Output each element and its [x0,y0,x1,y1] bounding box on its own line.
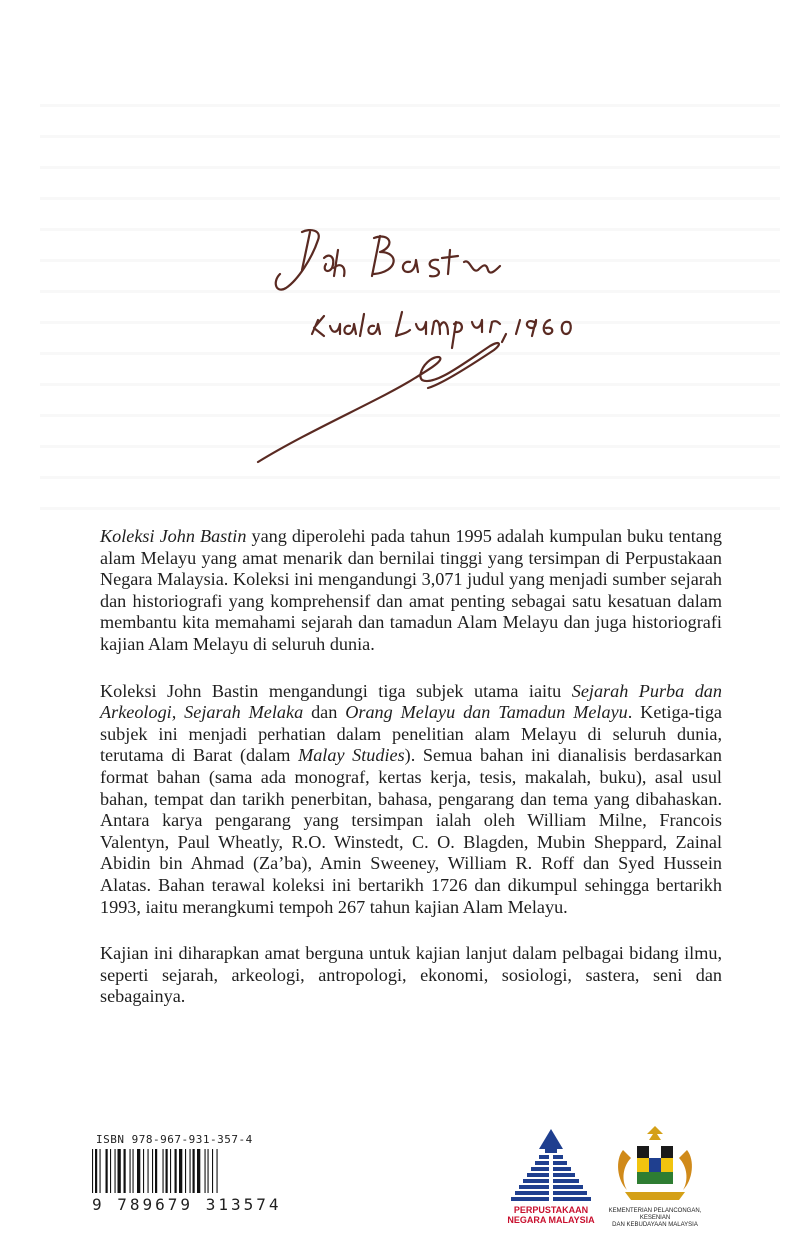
italic-phrase: Koleksi John Bastin [100,526,247,546]
italic-phrase: Malay Studies [298,745,405,766]
barcode-bar [208,1149,209,1193]
library-tower-icon [505,1127,597,1205]
barcode-bar [170,1149,171,1193]
barcode-bar [212,1149,213,1193]
barcode-bar [205,1149,206,1193]
blurb-text [100,526,722,1033]
isbn-barcode [90,1133,282,1214]
paragraph-1 [100,526,722,656]
barcode-bar [155,1149,157,1193]
barcode-bar [100,1149,101,1193]
barcode-bar [110,1149,111,1193]
coat-of-arms-icon [605,1120,705,1208]
barcode-bar [95,1149,97,1193]
handwritten-signature [250,210,580,480]
paragraph-2 [100,681,722,919]
barcode-bar [148,1149,149,1193]
text-run: yang diperolehi pada tahun 1995 adalah kumpulan buku tentang alam Melayu yang amat menarik dan bernilai tinggi yang tersimpan di Perpustakaan Negara Malaysia. Koleksi ini mengandungi 3,071 judul yang menjadi sumber sejarah dan historiografi yang komprehensif dan amat penting sebagai satu kesatuan dalam membantu kita memahami sejarah dan tamadun Alam Melayu dan juga historiografi kajian Alam Melayu di seluruh dunia. [100,526,723,654]
barcode-bar [166,1149,168,1193]
paragraph-3 [100,943,722,1008]
barcode-bars [90,1149,270,1193]
barcode-bar [175,1149,177,1193]
barcode-bar [137,1149,140,1193]
barcode-bar [115,1149,116,1193]
barcode-bar [190,1149,191,1193]
barcode-bar [130,1149,131,1193]
barcode-bar [143,1149,144,1193]
barcode-graphic [90,1149,270,1193]
text-run: . Ketiga-tiga subjek ini menjadi perhatian dalam penelitian alam Melayu di seluruh dunia, terutama di Barat (dalam [100,702,722,766]
ministry-name-line1: KEMENTERIAN PELANCONGAN, KESENIAN [608,1208,702,1221]
barcode-bar [179,1149,182,1193]
barcode-bar [197,1149,200,1193]
library-name-line1: PERPUSTAKAAN [513,1205,589,1215]
ministry-name-line2: DAN KEBUDAYAAN MALAYSIA [612,1222,698,1228]
ministry-coat-of-arms [605,1120,705,1240]
barcode-bar [124,1149,126,1193]
barcode-bar [193,1149,195,1193]
isbn-label: ISBN 978-967-931-357-4 [96,1133,253,1146]
barcode-bar [118,1149,121,1193]
text-run: Koleksi John Bastin mengandungi tiga subjek utama iaitu [100,680,572,701]
barcode-bar [185,1149,186,1193]
barcode-bar [106,1149,108,1193]
barcode-bar [217,1149,218,1193]
barcode-bar [133,1149,134,1193]
italic-phrase: Orang Melayu dan Tamadun Melayu [345,702,628,723]
barcode-bar [152,1149,153,1193]
barcode-bar [92,1149,93,1193]
barcode-bar [163,1149,164,1193]
text-run: ). Semua bahan ini dianalisis berdasarkan format bahan (sama ada monograf, kertas kerja, tesis, makalah, buku), asal usul bahan, tempat dan tarikh penerbitan, bahasa, pengarang dan tema yang dibahaskan. Antara karya pengarang yang tersimpan ialah oleh William Milne, Francois Valentyn, Paul Wheatly, R.O. Winstedt, C. O. Blagden, Mubin Sheppard, Zainal Abidin bin Ahmad (Za’ba), Amin Sweeney, William R. Roff dan Syed Hussein Alatas. Bahan terawal koleksi ini bertarikh 1726 dan dikumpul sehingga bertarikh 1993, iaitu merangkumi tempoh 267 tahun kajian Alam Melayu. [100,745,722,917]
text-run: dan [303,702,346,723]
signature-drawing [250,210,580,480]
perpustakaan-negara-logo [505,1127,597,1237]
library-name-line2: NEGARA MALAYSIA [507,1215,595,1225]
text-run: Kajian ini diharapkan amat berguna untuk kajian lanjut dalam pelbagai bidang ilmu, seperti sejarah, arkeologi, antropologi, ekonomi, sosiologi, sastera, seni dan sebagainya. [100,943,722,1007]
library-name [505,1205,597,1225]
italic-phrase: Sejarah Purba dan Arkeologi, Sejarah Melaka [100,680,722,723]
barcode-digits: 9 789679 313574 [92,1195,282,1214]
ministry-name [597,1208,713,1229]
